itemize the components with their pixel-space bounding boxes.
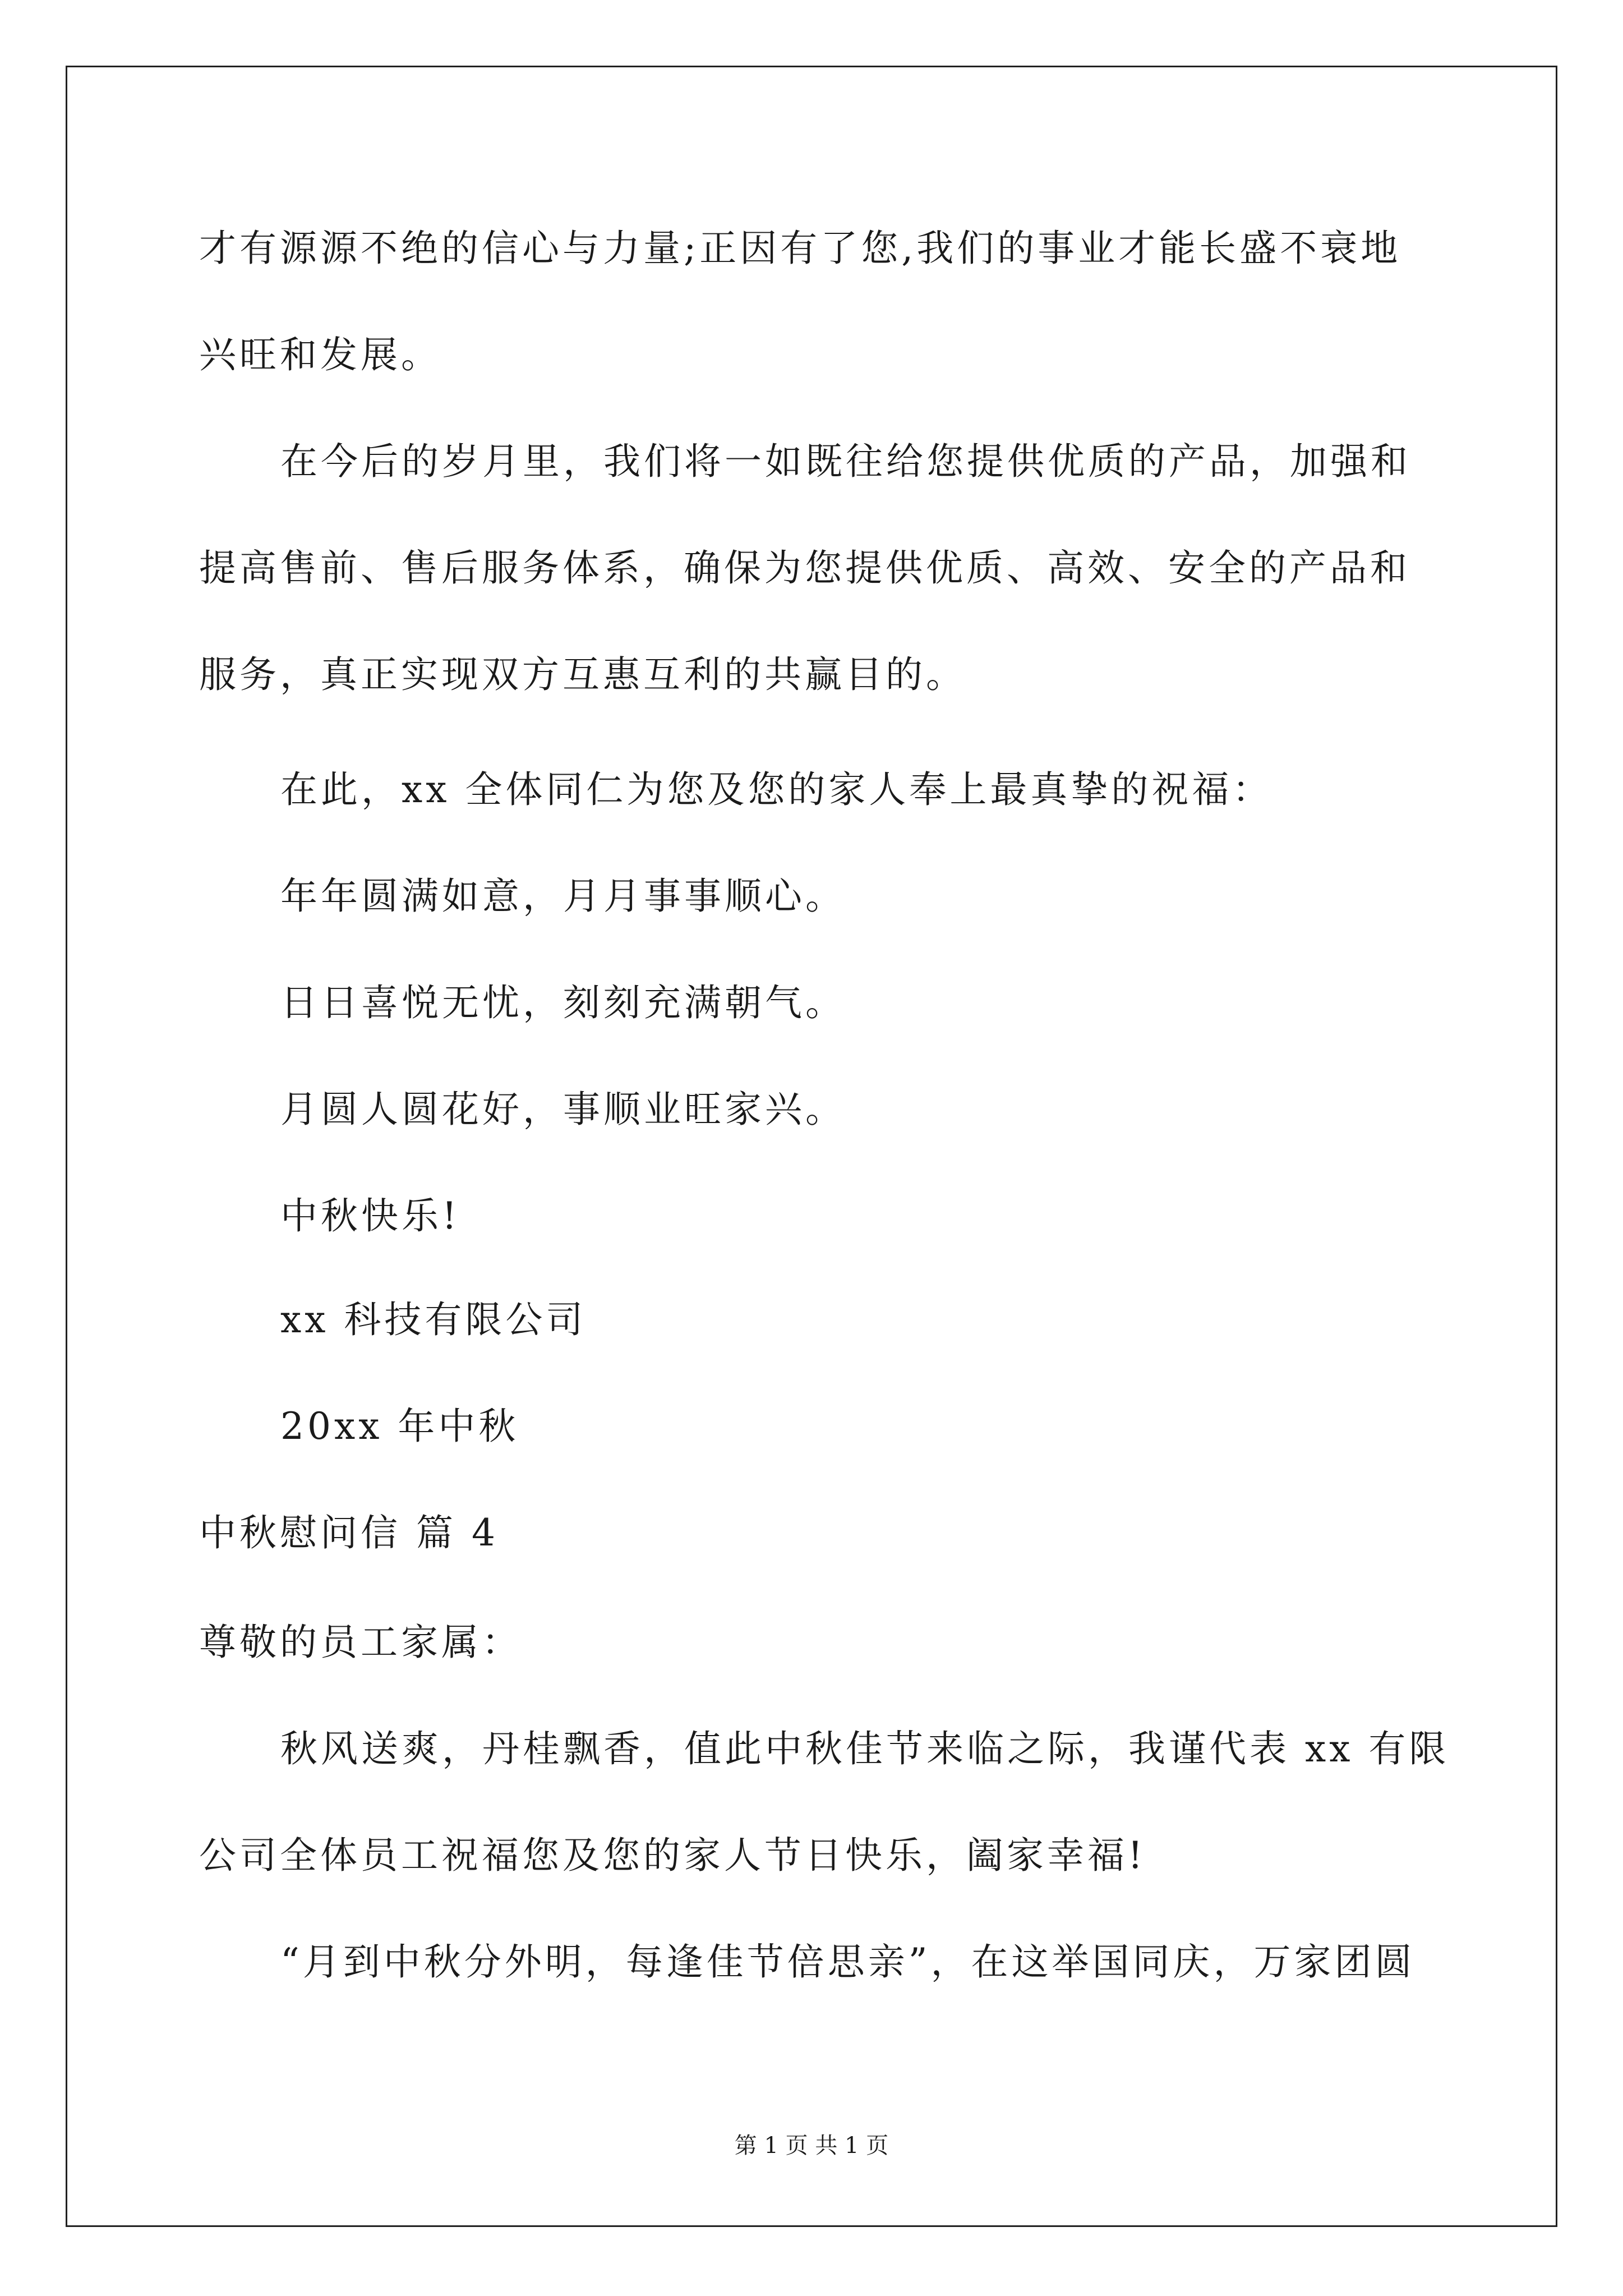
paragraph-line: 提高售前、售后服务体系，确保为您提供优质、高效、安全的产品和 bbox=[199, 546, 1410, 590]
paragraph-line: 才有源源不绝的信心与力量;正因有了您,我们的事业才能长盛不衰地 bbox=[199, 227, 1401, 270]
signature-date: 20xx 年中秋 bbox=[280, 1405, 519, 1448]
paragraph-line: “月到中秋分外明，每逢佳节倍思亲”，在这举国同庆，万家团圆 bbox=[280, 1940, 1415, 1984]
blessing-line: 日日喜悦无忧，刻刻充满朝气。 bbox=[280, 981, 846, 1024]
section-heading: 中秋慰问信 篇 4 bbox=[199, 1511, 499, 1554]
paragraph-line: 公司全体员工祝福您及您的家人节日快乐，阖家幸福! bbox=[199, 1834, 1146, 1877]
signature-company: xx 科技有限公司 bbox=[280, 1298, 587, 1341]
paragraph-line: 服务，真正实现双方互惠互利的共赢目的。 bbox=[199, 653, 966, 696]
paragraph-line: 兴旺和发展。 bbox=[199, 333, 441, 376]
greeting-line: 中秋快乐! bbox=[280, 1194, 460, 1237]
blessing-line: 月圆人圆花好，事顺业旺家兴。 bbox=[280, 1088, 846, 1131]
salutation: 尊敬的员工家属： bbox=[199, 1621, 522, 1664]
blessing-line: 年年圆满如意，月月事事顺心。 bbox=[280, 875, 846, 918]
page-number-footer: 第 1 页 共 1 页 bbox=[734, 2133, 889, 2159]
paragraph-line: 秋风送爽，丹桂飘香，值此中秋佳节来临之际，我谨代表 xx 有限 bbox=[280, 1727, 1450, 1770]
paragraph-line: 在此，xx 全体同仁为您及您的家人奉上最真挚的祝福： bbox=[280, 768, 1273, 811]
page-border bbox=[66, 66, 1557, 2227]
paragraph-line: 在今后的岁月里，我们将一如既往给您提供优质的产品，加强和 bbox=[280, 440, 1411, 483]
